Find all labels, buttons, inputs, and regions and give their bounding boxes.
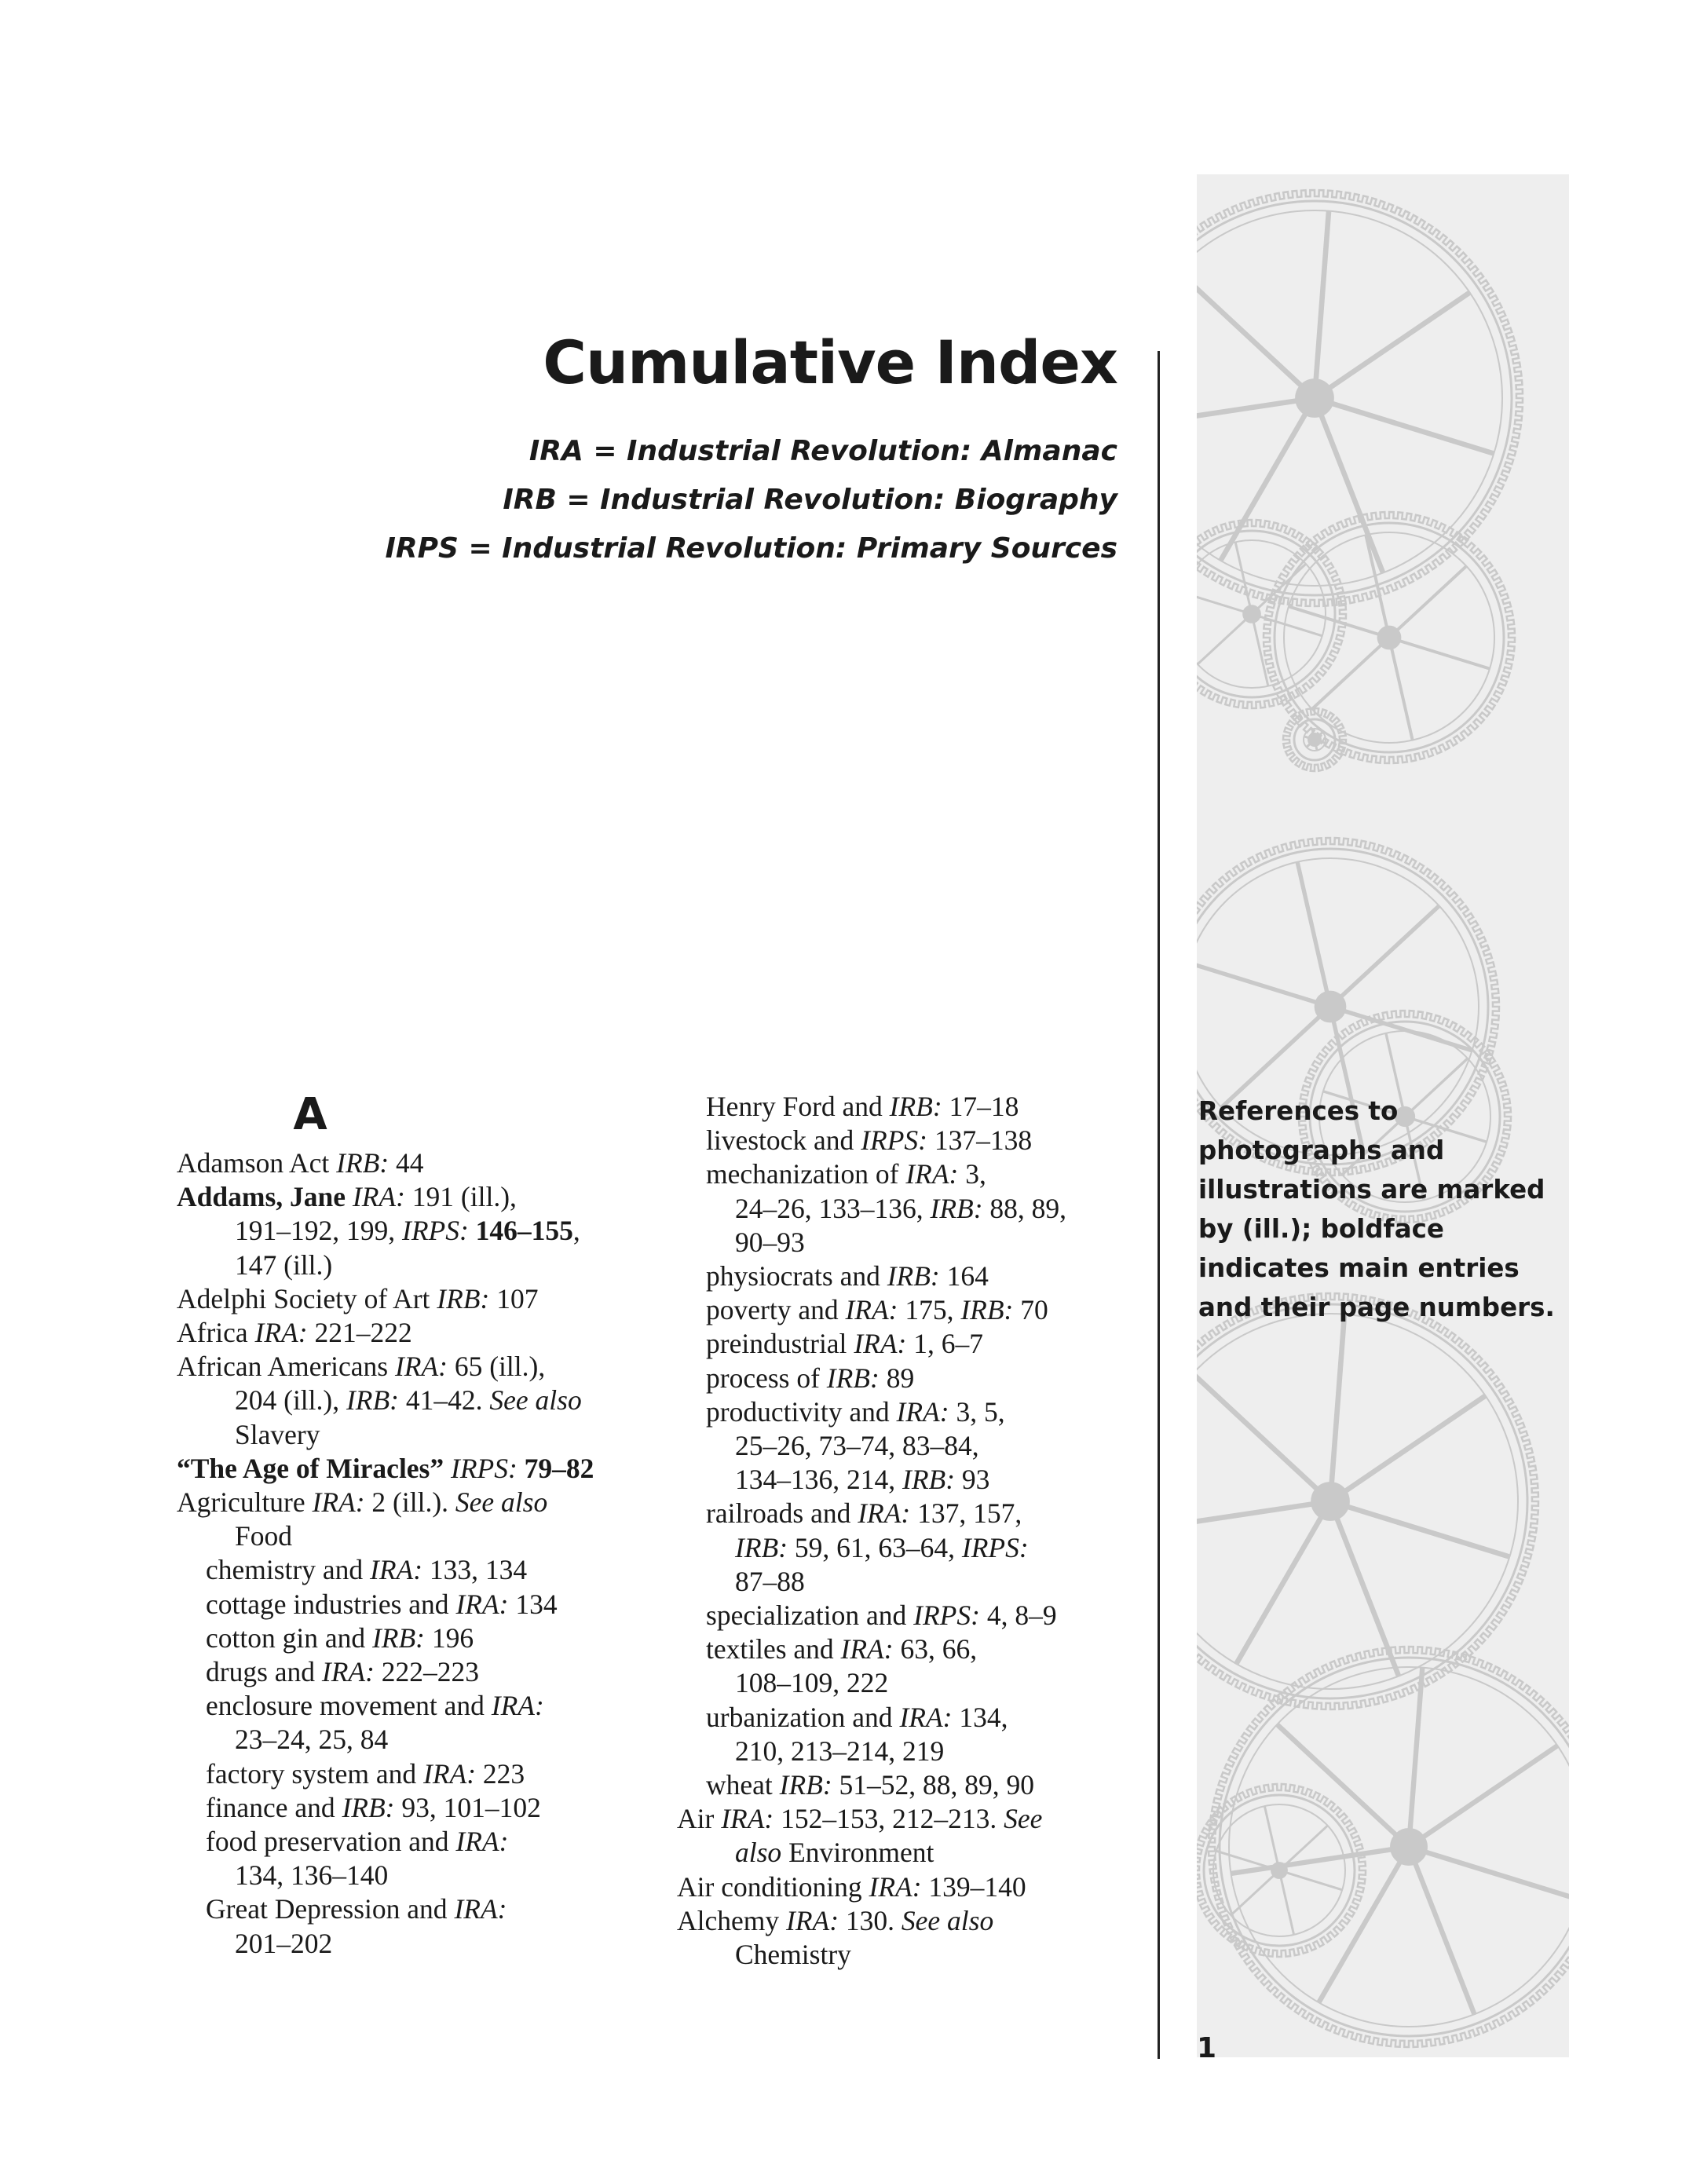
index-entry-line xyxy=(177,1146,648,1180)
index-entry-line xyxy=(677,1497,1148,1530)
index-entry-line xyxy=(177,1655,648,1689)
index-entry-text: See also xyxy=(489,1384,582,1417)
index-entry-text: IRB: xyxy=(779,1769,832,1801)
index-entry-text: IRA: xyxy=(845,1294,898,1326)
page-title: Cumulative Index xyxy=(543,327,1117,397)
index-entry-text: factory system and xyxy=(206,1757,424,1790)
index-entry-text: 41–42. xyxy=(399,1384,490,1417)
index-entry-text: 134 xyxy=(508,1588,558,1620)
index-entry-text: 146–155 xyxy=(475,1215,573,1247)
index-entry-text: 137–138 xyxy=(927,1124,1033,1157)
index-entry-text: 25–26, 73–74, 83–84, xyxy=(735,1430,979,1462)
index-entry-text: Slavery xyxy=(235,1418,320,1450)
index-entry-text: IRB: xyxy=(371,1621,425,1654)
index-entry-line xyxy=(177,1316,648,1350)
index-entry-text: Henry Ford and xyxy=(706,1091,890,1122)
index-entry-line xyxy=(677,1836,1148,1870)
index-entry-line xyxy=(677,1666,1148,1700)
section-letter: A xyxy=(293,1089,327,1140)
index-entry-line xyxy=(177,1689,648,1723)
legend-irps: IRPS = Industrial Revolution: Primary Sources xyxy=(385,532,1117,565)
index-entry-text: 4, 8–9 xyxy=(979,1600,1057,1632)
index-entry-text: IRB: xyxy=(342,1791,395,1823)
index-entry-line xyxy=(177,1350,648,1384)
index-entry-text xyxy=(518,1453,525,1484)
index-entry-text: 44 xyxy=(389,1147,424,1179)
index-entry-line xyxy=(677,1226,1148,1260)
index-entry-text xyxy=(444,1453,451,1484)
index-entry-text: 63, 66, xyxy=(893,1633,978,1665)
index-entry-text: IRA: xyxy=(370,1554,423,1586)
index-entry-text: IRB: xyxy=(887,1260,940,1292)
index-entry-text: 201–202 xyxy=(235,1927,333,1959)
index-entry-text: IRB: xyxy=(336,1147,390,1179)
index-entry-text: Agriculture xyxy=(177,1486,313,1519)
sidebar-note-boldface: boldface xyxy=(1320,1214,1444,1244)
index-entry-text: IRB: xyxy=(889,1091,942,1122)
index-entry-line xyxy=(177,1519,648,1553)
index-entry-line xyxy=(677,1632,1148,1666)
index-entry-text: 23–24, 25, 84 xyxy=(235,1724,389,1756)
index-entry-text: IRA: xyxy=(455,1588,509,1620)
index-entry-text: IRA: xyxy=(491,1690,544,1722)
index-entry-text: 70 xyxy=(1013,1294,1048,1326)
index-entry-text: Air conditioning xyxy=(677,1870,869,1903)
index-entry-line xyxy=(177,1892,648,1926)
index-entry-line xyxy=(177,1757,648,1791)
index-entry-text: IRPS: xyxy=(451,1452,518,1484)
index-entry-text: also xyxy=(735,1837,782,1869)
index-entry-line xyxy=(677,1260,1148,1293)
page-number: 1 xyxy=(1197,2032,1217,2064)
index-entry-text: IRA: xyxy=(455,1826,509,1858)
index-entry-text: cotton gin and xyxy=(206,1621,372,1654)
index-entry-text: food preservation and xyxy=(206,1826,456,1858)
index-entry-text: Addams, Jane xyxy=(177,1181,346,1213)
index-entry-line xyxy=(677,1531,1148,1565)
index-entry-text: IRB: xyxy=(902,1464,956,1496)
index-entry-text: 164 xyxy=(939,1260,989,1292)
index-entry-text: 196 xyxy=(425,1621,474,1654)
index-entry-text: African Americans xyxy=(177,1351,395,1383)
index-entry-text: IRA: xyxy=(352,1181,405,1213)
index-entry-line xyxy=(677,1904,1148,1938)
index-entry-text: 152–153, 212–213. xyxy=(774,1803,1004,1835)
index-entry-text: 147 (ill.) xyxy=(235,1249,333,1281)
index-entry-text: IRA: xyxy=(321,1656,375,1688)
index-entry-text: 137, 157, xyxy=(910,1497,1022,1530)
index-entries-column-2 xyxy=(677,1090,1148,1972)
index-entry-text: , xyxy=(572,1215,580,1247)
index-entry-text: railroads and xyxy=(706,1497,858,1530)
index-entry-text: 139–140 xyxy=(921,1870,1026,1903)
index-entry-line xyxy=(177,1588,648,1621)
index-entry-text: IRB: xyxy=(735,1531,788,1563)
index-entry-text: IRA: xyxy=(899,1701,953,1733)
index-entry-text: 3, xyxy=(958,1158,986,1190)
index-entry-text: IRA: xyxy=(254,1317,308,1349)
index-entry-text: 204 (ill.), xyxy=(235,1384,346,1417)
index-entry-text: IRA: xyxy=(721,1803,774,1835)
index-entry-line xyxy=(177,1452,648,1486)
sidebar-note-text-1: References to photographs and illustrations are marked by (ill.); xyxy=(1198,1096,1545,1244)
index-entry-line xyxy=(177,1927,648,1961)
index-entry-text: 223 xyxy=(476,1757,525,1790)
index-entry-text: 59, 61, 63–64, xyxy=(788,1531,962,1563)
index-entry-text: IRB: xyxy=(826,1362,880,1394)
index-entry-text: 51–52, 88, 89, 90 xyxy=(832,1769,1035,1801)
index-entry-text: 130. xyxy=(839,1904,902,1936)
index-entry-line xyxy=(177,1180,648,1214)
index-entry-text: IRA: xyxy=(786,1904,839,1936)
index-entry-text: urbanization and xyxy=(706,1701,900,1733)
index-entry-text: 65 (ill.), xyxy=(447,1351,546,1383)
index-entry-text: process of xyxy=(706,1362,827,1394)
index-entry-text: 134, xyxy=(952,1701,1008,1733)
index-entry-line xyxy=(677,1124,1148,1157)
index-entry-line xyxy=(177,1859,648,1892)
index-entry-text: Great Depression and xyxy=(206,1893,455,1925)
index-entry-text: IRA: xyxy=(840,1633,894,1665)
index-entry-line xyxy=(177,1384,648,1417)
index-entry-text xyxy=(346,1181,353,1212)
vertical-divider xyxy=(1158,351,1160,2059)
index-entry-text xyxy=(469,1215,476,1246)
index-entry-text: Alchemy xyxy=(677,1904,787,1936)
index-column-1 xyxy=(177,1084,648,1961)
index-entry-text: See also xyxy=(901,1904,994,1936)
index-entry-text: Africa xyxy=(177,1317,255,1349)
index-entry-line xyxy=(677,1362,1148,1395)
index-entry-line xyxy=(677,1395,1148,1429)
index-entry-text: 24–26, 133–136, xyxy=(735,1192,931,1224)
index-entry-text: textiles and xyxy=(706,1633,841,1665)
index-entry-text: IRA: xyxy=(394,1351,448,1383)
index-entry-text: IRA: xyxy=(854,1328,907,1360)
index-entry-line xyxy=(177,1825,648,1859)
index-entry-text: IRB: xyxy=(346,1384,399,1417)
index-entry-line xyxy=(677,1327,1148,1361)
index-entry-text: 2 (ill.). xyxy=(364,1486,455,1519)
index-entry-text: 93 xyxy=(955,1464,990,1496)
index-entry-text: IRB: xyxy=(960,1294,1014,1326)
index-entry-text: 133, 134 xyxy=(422,1554,528,1586)
index-entry-line xyxy=(177,1214,648,1248)
index-entry-text: IRPS: xyxy=(913,1600,980,1632)
index-entry-line xyxy=(177,1553,648,1587)
index-entry-text: 191 (ill.), xyxy=(404,1181,517,1213)
index-entry-line xyxy=(677,1090,1148,1124)
index-entry-text: wheat xyxy=(706,1769,780,1801)
index-entry-line xyxy=(677,1768,1148,1802)
index-entry-text: IRA: xyxy=(858,1497,911,1530)
index-entry-text: IRA: xyxy=(312,1486,365,1519)
index-entry-text: Adelphi Society of Art xyxy=(177,1282,437,1314)
index-entry-text: IRB: xyxy=(437,1282,490,1314)
index-entry-line xyxy=(677,1157,1148,1191)
index-entry-text: enclosure movement and xyxy=(206,1690,492,1722)
index-entry-line xyxy=(677,1429,1148,1463)
index-entry-text: 90–93 xyxy=(735,1226,805,1258)
index-entry-text: 191–192, 199, xyxy=(235,1215,402,1247)
index-entry-line xyxy=(177,1486,648,1519)
index-entry-text: 1, 6–7 xyxy=(906,1328,983,1360)
index-entry-text: 134–136, 214, xyxy=(735,1464,902,1496)
index-entry-text: IRA: xyxy=(905,1158,959,1190)
index-entry-text: drugs and xyxy=(206,1656,322,1688)
index-entry-line xyxy=(677,1735,1148,1768)
index-entry-text: 221–222 xyxy=(307,1317,412,1349)
index-entry-text: Chemistry xyxy=(735,1939,851,1971)
index-entry-text: IRB: xyxy=(930,1192,983,1224)
index-entry-text: Food xyxy=(235,1520,292,1552)
index-entry-text: 107 xyxy=(489,1282,539,1314)
sidebar-note-text-2: indicates main entries and their page numbers. xyxy=(1198,1253,1555,1322)
index-entry-text: 88, 89, xyxy=(982,1192,1067,1224)
index-entry-text: Air xyxy=(677,1803,722,1835)
index-entry-line xyxy=(677,1192,1148,1226)
index-entry-line xyxy=(677,1599,1148,1632)
index-entry-line xyxy=(677,1463,1148,1497)
title-block xyxy=(385,327,1117,573)
index-entry-text: 108–109, 222 xyxy=(735,1667,889,1699)
index-entry-text: 134, 136–140 xyxy=(235,1859,389,1892)
index-entry-text: cottage industries and xyxy=(206,1588,456,1620)
index-entry-text: 3, 5, xyxy=(949,1395,1005,1428)
index-entry-text: productivity and xyxy=(706,1395,897,1428)
index-entry-text: See also xyxy=(455,1486,548,1519)
index-entry-line xyxy=(177,1249,648,1282)
index-entry-text: IRA: xyxy=(423,1757,477,1790)
index-column-2 xyxy=(677,1090,1148,1972)
index-entry-text: specialization and xyxy=(706,1600,914,1632)
index-entry-line xyxy=(177,1418,648,1452)
index-entry-line xyxy=(677,1293,1148,1327)
index-entry-line xyxy=(177,1621,648,1655)
index-entry-text: IRA: xyxy=(896,1395,949,1428)
index-entry-line xyxy=(677,1870,1148,1904)
index-entry-text: physiocrats and xyxy=(706,1260,887,1292)
index-entry-text: IRA: xyxy=(869,1870,922,1903)
index-entry-text: 93, 101–102 xyxy=(394,1791,541,1823)
index-entry-text: 175, xyxy=(898,1294,961,1326)
index-entry-text: 89 xyxy=(879,1362,915,1394)
index-entry-text: Adamson Act xyxy=(177,1147,337,1179)
index-entry-text: See xyxy=(1004,1803,1043,1835)
index-entry-line xyxy=(177,1282,648,1316)
index-entry-text: 210, 213–214, 219 xyxy=(735,1735,945,1767)
index-entry-text: IRA: xyxy=(454,1893,507,1925)
index-entry-text: IRPS: xyxy=(402,1215,469,1247)
index-entry-text: 17–18 xyxy=(942,1091,1019,1122)
index-entries-column-1 xyxy=(177,1146,648,1961)
legend-ira: IRA = Industrial Revolution: Almanac xyxy=(528,434,1117,467)
index-entry-line xyxy=(677,1938,1148,1972)
index-entry-line xyxy=(677,1565,1148,1599)
index-entry-text: preindustrial xyxy=(706,1328,854,1360)
index-entry-text: finance and xyxy=(206,1791,342,1823)
index-entry-text: livestock and xyxy=(706,1124,861,1157)
index-entry-text: 222–223 xyxy=(374,1656,480,1688)
sidebar-note xyxy=(1198,1091,1567,1327)
index-entry-text: 87–88 xyxy=(735,1565,805,1597)
index-entry-text: IRPS: xyxy=(861,1124,927,1157)
index-entry-line xyxy=(677,1802,1148,1836)
index-entry-text: mechanization of xyxy=(706,1158,906,1190)
legend-irb: IRB = Industrial Revolution: Biography xyxy=(503,483,1117,516)
index-entry-text: Environment xyxy=(781,1837,934,1869)
index-entry-line xyxy=(677,1701,1148,1735)
index-entry-text: 79–82 xyxy=(524,1452,594,1484)
index-entry-line xyxy=(177,1723,648,1757)
index-entry-text: poverty and xyxy=(706,1294,846,1326)
index-entry-text: IRPS: xyxy=(961,1531,1029,1563)
index-entry-text: “The Age of Miracles” xyxy=(177,1452,444,1484)
index-entry-line xyxy=(177,1791,648,1825)
index-entry-text: chemistry and xyxy=(206,1554,370,1586)
